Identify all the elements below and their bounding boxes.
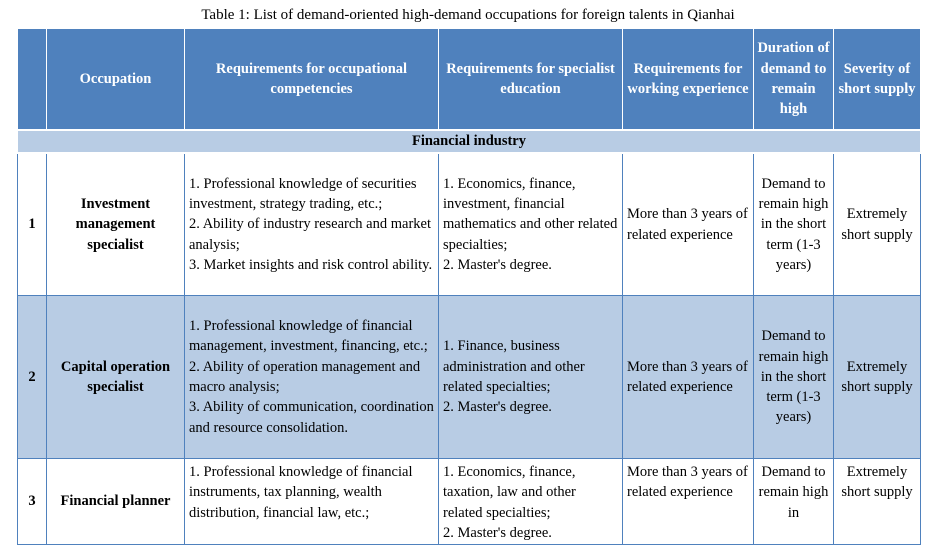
row-education <box>439 296 623 459</box>
header-number <box>18 29 47 131</box>
header-experience: Requirements for working experience <box>623 29 754 131</box>
row-duration: Demand to remain high in the short term (1-3 years) <box>754 296 834 459</box>
header-row <box>18 29 921 131</box>
competency-item: 2. Ability of operation management and macro analysis; <box>189 358 421 395</box>
row-competencies <box>185 459 439 545</box>
section-row <box>18 130 921 153</box>
table-row <box>18 153 921 296</box>
row-occupation: Capital operation specialist <box>47 296 185 459</box>
competency-item: 2. Ability of industry research and market analysis; <box>189 216 432 253</box>
table-row <box>18 296 921 459</box>
row-competencies <box>185 296 439 459</box>
section-title: Financial industry <box>18 130 921 153</box>
row-number: 1 <box>18 153 47 296</box>
row-severity: Extremely short supply <box>834 459 921 545</box>
competency-item: 1. Professional knowledge of financial management, investment, financing, etc.; <box>189 318 428 355</box>
row-duration: Demand to remain high in the short term (1-3 years) <box>754 153 834 296</box>
row-experience: More than 3 years of related experience <box>623 459 754 545</box>
education-item: 1. Finance, business administration and other related specialties; <box>443 338 585 395</box>
row-number: 3 <box>18 459 47 545</box>
row-severity: Extremely short supply <box>834 296 921 459</box>
competency-item: 1. Professional knowledge of financial instruments, tax planning, wealth distribution, financial law, etc.; <box>189 464 413 521</box>
table-row <box>18 459 921 545</box>
header-duration: Duration of demand to remain high <box>754 29 834 131</box>
education-item: 1. Economics, finance, taxation, law and other related specialties; <box>443 464 576 521</box>
occupations-table <box>17 28 921 545</box>
row-severity: Extremely short supply <box>834 153 921 296</box>
education-item: 2. Master's degree. <box>443 524 552 541</box>
header-competencies: Requirements for occupational competencies <box>185 29 439 131</box>
header-education: Requirements for specialist education <box>439 29 623 131</box>
row-experience: More than 3 years of related experience <box>623 296 754 459</box>
row-education <box>439 459 623 545</box>
competency-item: 1. Professional knowledge of securities investment, strategy trading, etc.; <box>189 175 417 213</box>
header-occupation: Occupation <box>47 29 185 131</box>
row-number: 2 <box>18 296 47 459</box>
row-competencies <box>185 153 439 296</box>
header-severity: Severity of short supply <box>834 29 921 131</box>
education-item: 2. Master's degree. <box>443 256 552 273</box>
education-item: 2. Master's degree. <box>443 399 552 416</box>
row-occupation: Financial planner <box>47 459 185 545</box>
education-item: 1. Economics, finance, investment, financial mathematics and other related specialties; <box>443 175 618 253</box>
row-duration: Demand to remain high in <box>754 459 834 545</box>
competency-item: 3. Ability of communication, coordination and resource consolidation. <box>189 399 434 436</box>
table-caption: Table 1: List of demand-oriented high-demand occupations for foreign talents in Qianhai <box>201 7 735 23</box>
row-education <box>439 153 623 296</box>
competency-item: 3. Market insights and risk control ability. <box>189 256 433 273</box>
row-experience: More than 3 years of related experience <box>623 153 754 296</box>
row-occupation: Investment management specialist <box>47 153 185 296</box>
